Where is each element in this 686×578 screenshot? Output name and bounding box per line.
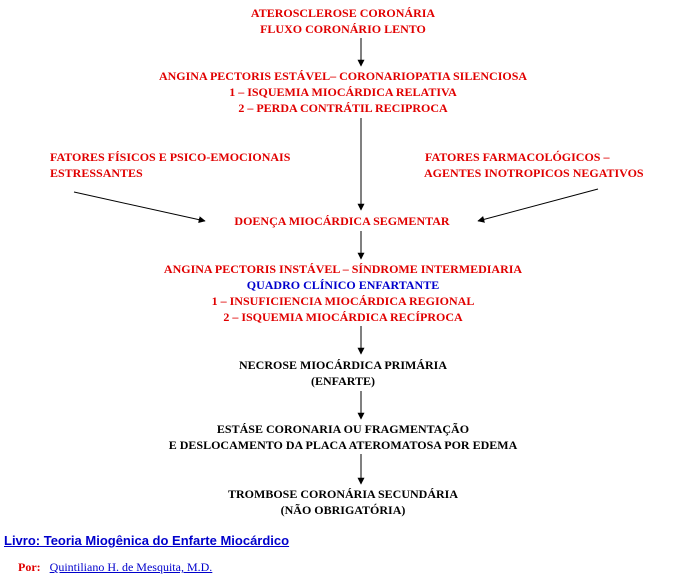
node-coronary-stasis [0,421,686,453]
node-primary-myocardial-necrosis [0,357,686,389]
node-line: 2 – PERDA CONTRÁTIL RECIPROCA [238,101,448,115]
node-line: AGENTES INOTROPICOS NEGATIVOS [424,166,644,180]
book-link[interactable]: Livro: Teoria Miogênica do Enfarte Miocárdico [4,533,290,548]
node-line: E DESLOCAMENTO DA PLACA ATEROMATOSA POR EDEMA [168,438,518,452]
node-line: ESTRESSANTES [50,166,143,180]
author-row [18,560,212,575]
node-pharmacological-factors [424,149,644,181]
node-line: ANGINA PECTORIS INSTÁVEL – SÍNDROME INTERMEDIARIA [163,262,523,276]
node-line: 2 – ISQUEMIA MIOCÁRDICA RECÍPROCA [223,310,463,324]
node-physical-psycho-factors [50,149,290,181]
node-line: (ENFARTE) [310,374,376,388]
node-unstable-angina [0,261,686,325]
node-line-infarcting-picture: QUADRO CLÍNICO ENFARTANTE [246,278,440,292]
node-line: ANGINA PECTORIS ESTÁVEL– CORONARIOPATIA SILENCIOSA [158,69,528,83]
node-line: (NÃO OBRIGATÓRIA) [280,503,406,517]
node-line: FLUXO CORONÁRIO LENTO [260,22,426,36]
node-line: FATORES FARMACOLÓGICOS – [425,150,610,164]
node-line: TROMBOSE CORONÁRIA SECUNDÁRIA [227,487,459,501]
author-link[interactable]: Quintiliano H. de Mesquita, M.D. [49,560,213,574]
node-line: FATORES FÍSICOS E PSICO-EMOCIONAIS [50,150,291,164]
node-line: ATEROSCLEROSE CORONÁRIA [250,6,436,20]
node-line: NECROSE MIOCÁRDICA PRIMÁRIA [238,358,447,372]
node-line: ESTÁSE CORONARIA OU FRAGMENTAÇÃO [216,422,470,436]
node-line: 1 – INSUFICIENCIA MIOCÁRDICA REGIONAL [211,294,475,308]
node-coronary-atherosclerosis [0,5,686,37]
node-line: DOENÇA MIOCÁRDICA SEGMENTAR [234,214,450,228]
node-stable-angina [0,68,686,116]
node-segmental-myocardial-disease [0,213,684,229]
author-label: Por: [18,560,41,574]
node-line: 1 – ISQUEMIA MIOCÁRDICA RELATIVA [229,85,457,99]
node-secondary-coronary-thrombosis [0,486,686,518]
